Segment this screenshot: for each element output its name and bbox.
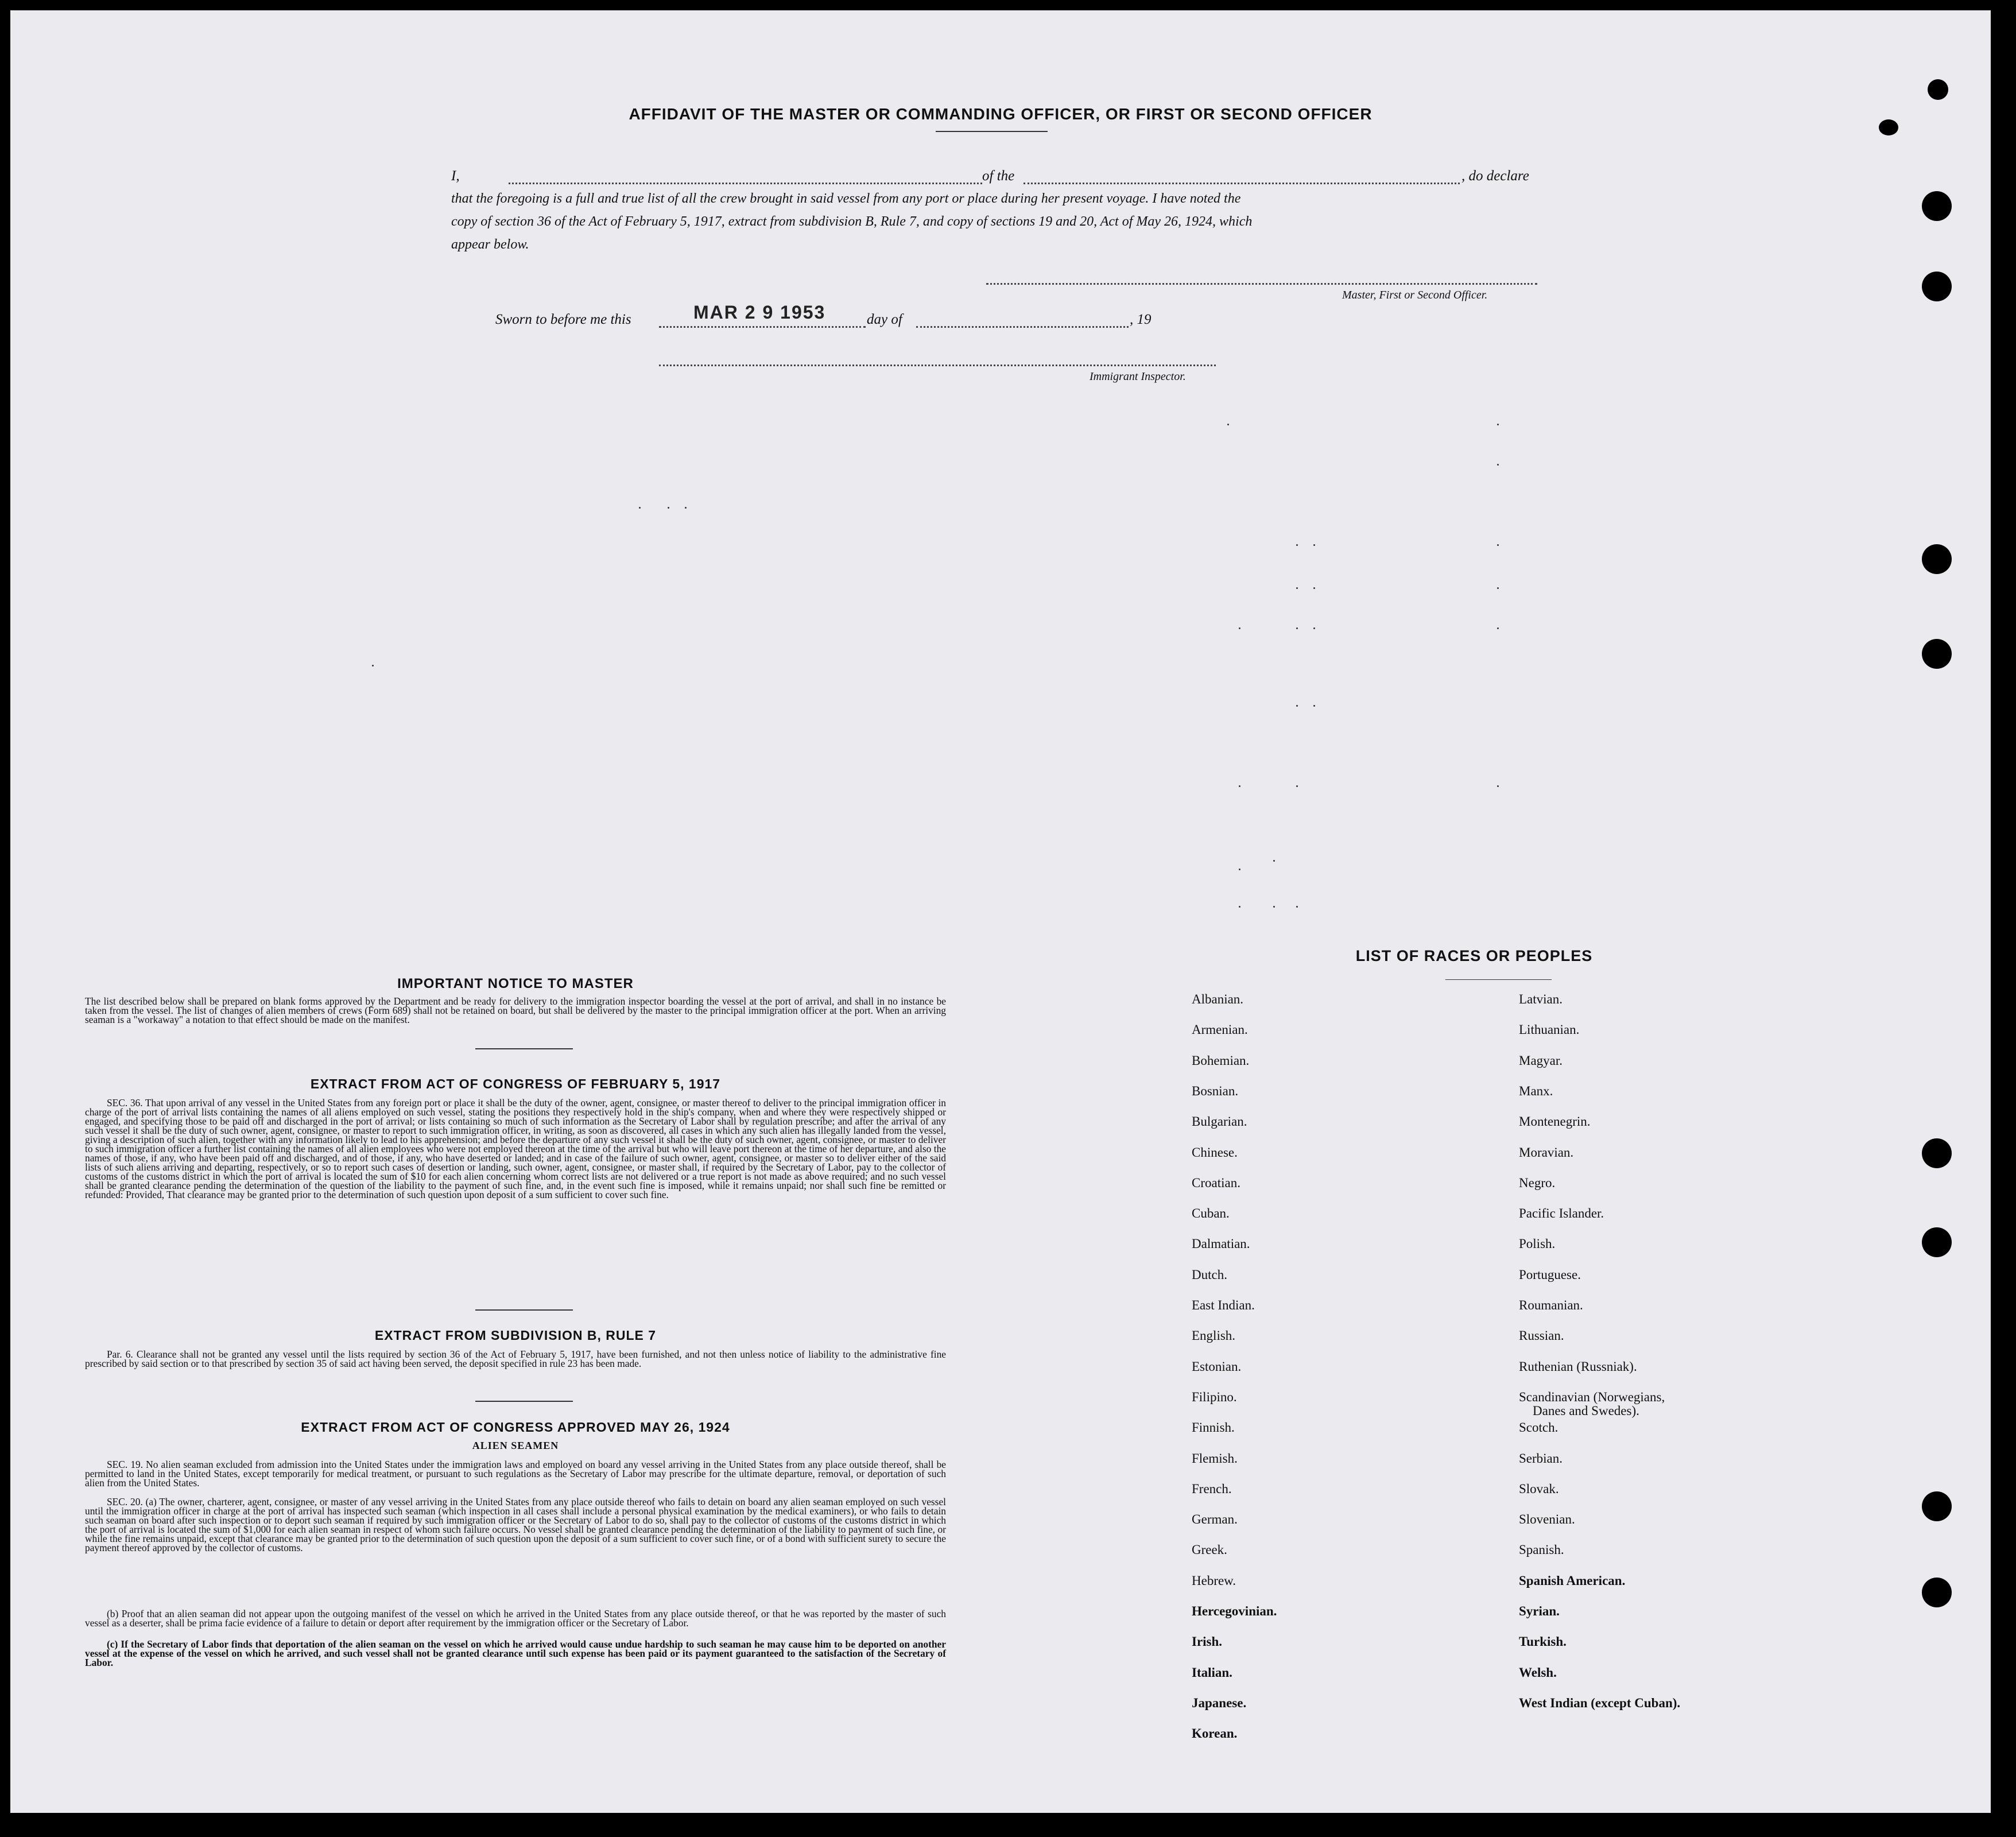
speck xyxy=(1497,424,1499,425)
race-item: Greek. xyxy=(1192,1543,1227,1557)
speck xyxy=(1239,785,1240,787)
race-item: Bulgarian. xyxy=(1192,1114,1247,1129)
extract-1917-body: SEC. 36. That upon arrival of any vessel in the United States from any foreign port or place it shall be the duty of the owner, agent, consignee, or master thereof to deliver to the principal immigration officer in charge of the port of arrival lists containing the names of all aliens employed on such vessel, stating the positions they respectively hold in the ship's company, when and where they were respectively shipped or engaged, and specifying those to be paid off and discharged in the port of arrival; or lists containing so much of such information as the Secretary of Labor shall by regulation prescribe; and after the arrival of any such vessel it shall be the duty of such owner, agent, consignee, or master to report to such immigration officer, in writing, as soon as discovered, all cases in which any such alien has illegally landed from the vessel, giving a description of such alien, together with any information likely to lead to his apprehension; and before the departure of any such vessel it shall be the duty of such owner, agent, consignee, or master to deliver to such immigration officer a further list containing the names of all alien employees who were not employed thereon at the time of the arrival but who will leave port thereon at the time of her departure, and also the names of those, if any, who have been paid off and discharged, and of those, if any, who have deserted or landed; and in case of the failure of such owner, agent, consignee, or master so to deliver either of the said lists of such aliens arriving and departing, respectively, or so to report such cases of desertion or landing, such owner, agent, consignee, or master shall, if required by the Secretary of Labor, pay to the collector of customs of the customs district in which the port of arrival is located the sum of $10 for each alien concerning whom correct lists are not delivered or a true report is not made as above required; and no such vessel shall be granted clearance pending the determination of the question of the liability to the payment of such fine, and, in the event such fine is imposed, while it remains unpaid; nor shall such fine be remitted or refunded: Provided, That clearance may be granted prior to the determination of such question upon deposit of a sum sufficient to cover such fine. xyxy=(85,1097,946,1200)
speck xyxy=(1296,544,1298,546)
race-item: Latvian. xyxy=(1519,992,1563,1006)
race-item: Ruthenian (Russniak). xyxy=(1519,1359,1637,1374)
vessel-field[interactable] xyxy=(1023,183,1460,184)
races-rule xyxy=(1445,979,1552,980)
alien-seamen-subtitle: ALIEN SEAMEN xyxy=(472,1440,559,1451)
speck xyxy=(685,507,687,509)
speck xyxy=(1273,860,1275,862)
inspector-label: Immigrant Inspector. xyxy=(1090,370,1186,383)
speck xyxy=(1296,785,1298,787)
master-signature-label: Master, First or Second Officer. xyxy=(1342,289,1488,301)
sec19-body: SEC. 19. No alien seaman excluded from admission into the United States under the immigration laws and employed on board any vessel arriving in the United States from any place outside thereof, shall be permitted to land in the United States, except temporarily for medical treatment, or pursuant to such regulations as the Secretary of Labor may prescribe for the ultimate departure, removal, or deportation of such alien from the United States. xyxy=(85,1459,946,1489)
name-field[interactable] xyxy=(509,183,982,184)
speck xyxy=(1497,587,1499,589)
race-item: English. xyxy=(1192,1328,1236,1343)
notice-title: IMPORTANT NOTICE TO MASTER xyxy=(397,976,634,991)
binder-hole xyxy=(1922,1578,1952,1607)
races-title: LIST OF RACES OR PEOPLES xyxy=(1355,947,1593,964)
affidavit-line-2: that the foregoing is a full and true list of all the crew brought in said vessel from any port or place during her present voyage. I have noted the xyxy=(451,191,1241,206)
binder-hole xyxy=(1922,544,1952,574)
do-declare-label: , do declare xyxy=(1461,168,1529,184)
speck xyxy=(1239,627,1240,629)
extract-1917-title: EXTRACT FROM ACT OF CONGRESS OF FEBRUARY 5, 1917 xyxy=(310,1076,721,1091)
race-item: West Indian (except Cuban). xyxy=(1519,1695,1681,1710)
race-item: Bohemian. xyxy=(1192,1053,1250,1068)
speck xyxy=(1296,906,1298,908)
race-item: Chinese. xyxy=(1192,1145,1238,1160)
race-item: Turkish. xyxy=(1519,1634,1567,1649)
speck xyxy=(1313,627,1315,629)
speck xyxy=(1296,705,1298,707)
master-signature-field[interactable] xyxy=(986,283,1537,285)
inspector-signature-field[interactable] xyxy=(659,365,1216,366)
race-item: Montenegrin. xyxy=(1519,1114,1591,1129)
date-stamp: MAR 2 9 1953 xyxy=(693,302,826,323)
race-item: Dalmatian. xyxy=(1192,1237,1250,1251)
race-item: Russian. xyxy=(1519,1328,1564,1343)
speck xyxy=(1497,785,1499,787)
speck xyxy=(372,665,374,666)
sec20b-body: (b) Proof that an alien seaman did not appear upon the outgoing manifest of the vessel on which he arrived in the United States from any place outside thereof, or that he was reported by the master of such vessel as a deserter, shall be prima facie evidence of a failure to detain or deport after requirement by the immigration officer or the Secretary of Labor. xyxy=(85,1608,946,1629)
notice-body: The list described below shall be prepared on blank forms approved by the Department and be ready for delivery to the immigration inspector boarding the vessel at the port of arrival, and shall in no instance be taken from the vessel. The list of changes of alien members of crews (Form 689) shall not be retained on board, but shall be delivered by the master to the principal immigration officer at the port. When an arriving seaman is a "workaway" a notation to that effect should be made on the manifest. xyxy=(85,995,946,1025)
race-item: Moravian. xyxy=(1519,1145,1574,1160)
title-rule xyxy=(936,131,1048,132)
race-item: East Indian. xyxy=(1192,1298,1255,1312)
extract-rule7-title: EXTRACT FROM SUBDIVISION B, RULE 7 xyxy=(374,1328,657,1343)
sec20a-body: SEC. 20. (a) The owner, charterer, agent, consignee, or master of any vessel arriving in the United States from any place outside thereof who fails to detain on board any alien seaman employed on such vessel until the immigration officer in charge at the port of arrival has inspected such seaman (which inspection in all cases shall include a personal physical examination by the medical examiners), or who fails to detain such seaman on board after such inspection or to deport such seaman if required by such immigration officer or the Secretary of Labor to do so, shall pay to the collector of customs of the customs district in which the port of arrival is located the sum of $1,000 for each alien seaman in respect of whom such failure occurs. No vessel shall be granted clearance pending the determination of the liability to payment of such fine, or while the fine remains unpaid, except that clearance may be granted prior to the determination of such question upon the deposit of a sum sufficient to cover such fine, or of a bond with sufficient surety to secure the payment thereof approved by the collector of customs. xyxy=(85,1496,946,1553)
race-item: Welsh. xyxy=(1519,1665,1557,1680)
race-item: Filipino. xyxy=(1192,1389,1237,1404)
race-item: Korean. xyxy=(1192,1726,1238,1741)
binder-hole xyxy=(1922,1138,1952,1168)
race-item: Flemish. xyxy=(1192,1451,1238,1466)
race-item: Slovak. xyxy=(1519,1481,1559,1496)
race-item: Armenian. xyxy=(1192,1022,1248,1037)
binder-hole xyxy=(1922,1491,1952,1521)
race-item: Finnish. xyxy=(1192,1420,1235,1435)
race-item: Manx. xyxy=(1519,1083,1553,1098)
race-item: Serbian. xyxy=(1519,1451,1563,1466)
race-item: Cuban. xyxy=(1192,1206,1230,1221)
notice-rule xyxy=(475,1048,573,1049)
i-label: I, xyxy=(451,168,460,184)
speck xyxy=(1239,869,1240,870)
sworn-date-field[interactable] xyxy=(659,326,866,328)
speck xyxy=(1497,544,1499,546)
of-the-label: of the xyxy=(982,168,1015,184)
race-item: Croatian. xyxy=(1192,1175,1240,1190)
affidavit-line-4: appear below. xyxy=(451,237,529,252)
day-of-field[interactable] xyxy=(916,326,1129,328)
race-item: Albanian. xyxy=(1192,992,1244,1006)
year-label: , 19 xyxy=(1130,312,1152,327)
race-item: Italian. xyxy=(1192,1665,1232,1680)
extract-rule7-rule xyxy=(475,1401,573,1402)
extract-1917-rule xyxy=(475,1309,573,1311)
race-item: Estonian. xyxy=(1192,1359,1242,1374)
binder-hole xyxy=(1928,79,1948,100)
race-item: Polish. xyxy=(1519,1237,1556,1251)
speck xyxy=(1313,544,1315,546)
race-item: Dutch. xyxy=(1192,1267,1227,1282)
sec20c-body: (c) If the Secretary of Labor finds that deportation of the alien seaman on the vessel on which he arrived would cause undue hardship to such seaman he may cause him to be deported on another vessel at the expense of the vessel on which he arrived, and such vessel shall not be granted clearance until such expense has been paid or its payment guaranteed to the satisfaction of the Secretary of Labor. xyxy=(85,1638,946,1668)
race-item: French. xyxy=(1192,1481,1232,1496)
race-item: Spanish. xyxy=(1519,1543,1564,1557)
extract-rule7-body: Par. 6. Clearance shall not be granted any vessel until the lists required by section 36 of the Act of February 5, 1917, have been furnished, and not then unless notice of liability to the administrative fine prescribed by said section or to that prescribed by section 35 of said act having been served, the deposit specified in rule 23 has been made. xyxy=(85,1348,946,1369)
extract-1924-title: EXTRACT FROM ACT OF CONGRESS APPROVED MAY 26, 1924 xyxy=(301,1420,730,1435)
race-item: Syrian. xyxy=(1519,1604,1560,1618)
binder-hole xyxy=(1922,639,1952,669)
race-item: Japanese. xyxy=(1192,1695,1247,1710)
document-page xyxy=(10,10,1991,1813)
speck xyxy=(1239,906,1240,908)
race-item: Slovenian. xyxy=(1519,1512,1575,1527)
binder-hole xyxy=(1922,191,1952,221)
race-item: Lithuanian. xyxy=(1519,1022,1580,1037)
race-item: Spanish American. xyxy=(1519,1573,1626,1588)
affidavit-title: AFFIDAVIT OF THE MASTER OR COMMANDING OFFICER, OR FIRST OR SECOND OFFICER xyxy=(629,105,1373,123)
race-item: Hercegovinian. xyxy=(1192,1604,1277,1618)
binder-hole xyxy=(1879,119,1898,135)
race-item: Negro. xyxy=(1519,1175,1556,1190)
race-item: Irish. xyxy=(1192,1634,1223,1649)
speck xyxy=(1497,464,1499,466)
speck xyxy=(1273,906,1275,908)
race-item: Pacific Islander. xyxy=(1519,1206,1604,1221)
race-item: Hebrew. xyxy=(1192,1573,1236,1588)
speck xyxy=(639,507,641,509)
speck xyxy=(668,507,669,509)
sworn-label: Sworn to before me this xyxy=(495,312,631,327)
race-item: Roumanian. xyxy=(1519,1298,1583,1312)
day-of-label: day of xyxy=(867,312,902,327)
binder-hole xyxy=(1922,272,1952,301)
race-item: German. xyxy=(1192,1512,1238,1527)
race-item: Danes and Swedes). xyxy=(1533,1403,1639,1418)
speck xyxy=(1296,627,1298,629)
speck xyxy=(1313,587,1315,589)
race-item: Scotch. xyxy=(1519,1420,1558,1435)
speck xyxy=(1313,705,1315,707)
race-item: Portuguese. xyxy=(1519,1267,1581,1282)
speck xyxy=(1296,587,1298,589)
speck xyxy=(1497,627,1499,629)
speck xyxy=(1227,424,1229,425)
binder-hole xyxy=(1922,1227,1952,1257)
race-item: Bosnian. xyxy=(1192,1083,1239,1098)
affidavit-line-3: copy of section 36 of the Act of February 5, 1917, extract from subdivision B, Rule 7, and copy of sections 19 and 20, Act of May 26, 1924, which xyxy=(451,214,1253,229)
race-item: Magyar. xyxy=(1519,1053,1563,1068)
race-item: Scandinavian (Norwegians, xyxy=(1519,1389,1665,1404)
